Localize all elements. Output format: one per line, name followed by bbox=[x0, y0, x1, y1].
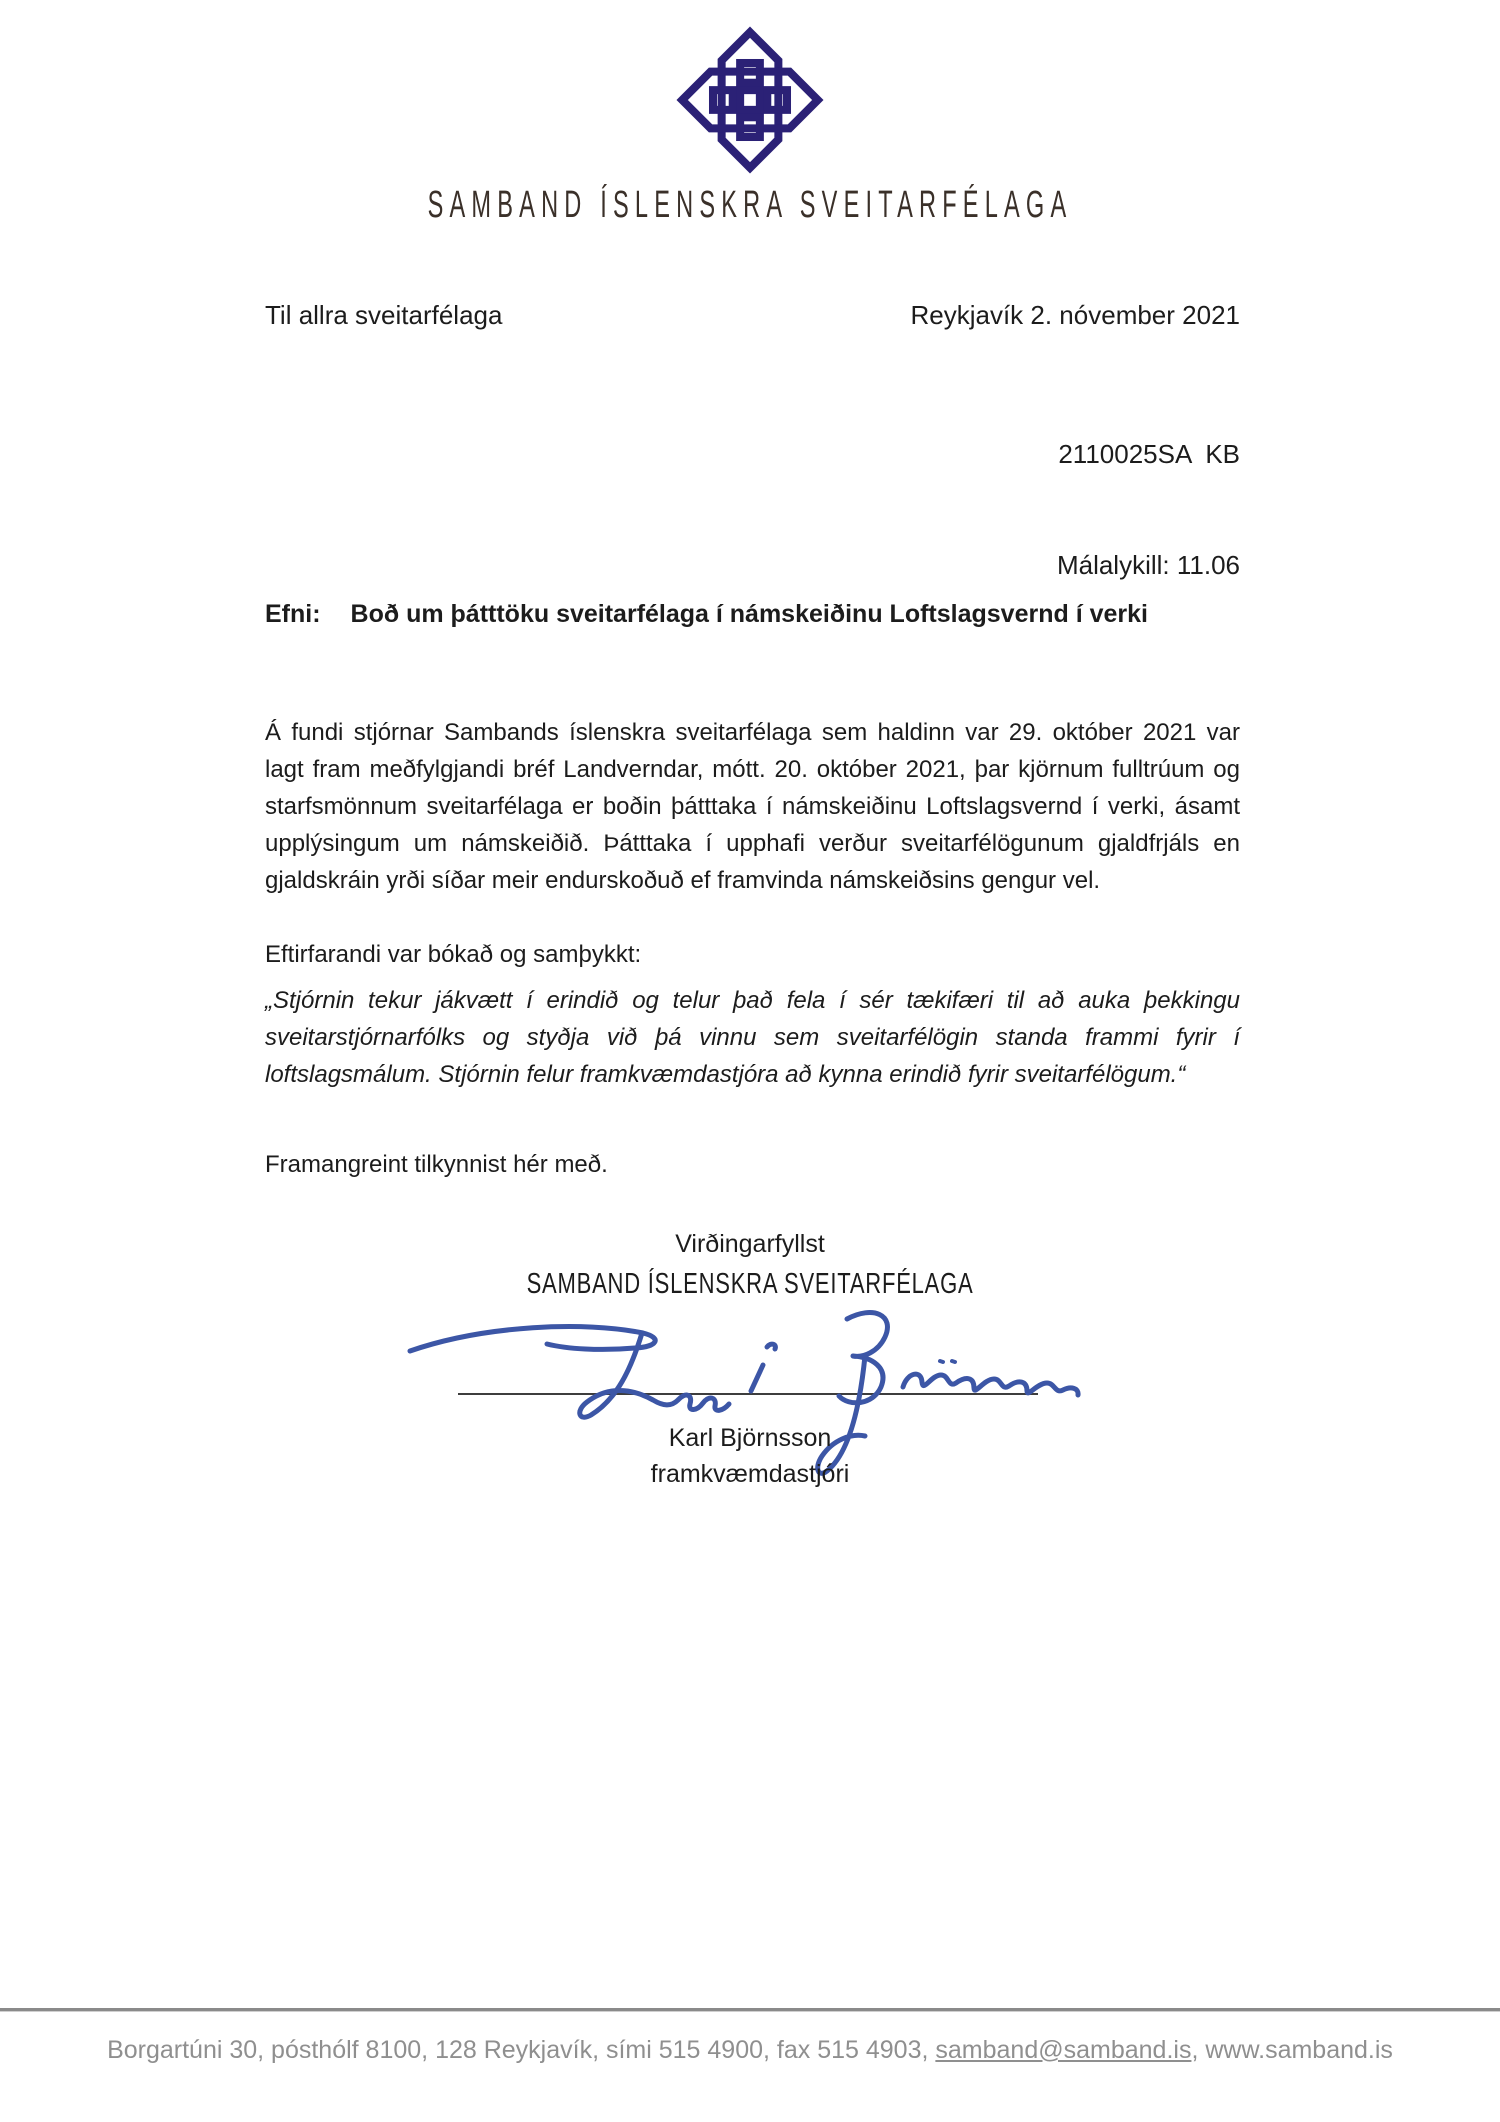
recipient-line: Til allra sveitarfélaga bbox=[265, 300, 503, 330]
subject-line bbox=[265, 600, 1240, 629]
paragraph-board-resolution: „Stjórnin tekur jákvætt í erindið og telur það fela í sér tækifæri til að auka þekkingu sveitarstjórnarfólks og styðja við þá vinnu sem sveitarfélögin standa frammi fyrir í loftslagsmálum. Stjórnin felur framkvæmdastjóra að kynna erindið fyrir sveitarfélögum.“ bbox=[265, 987, 1240, 1088]
paragraph-resolution-intro: Eftirfarandi var bókað og samþykkt: bbox=[265, 941, 642, 968]
signatory-name: Karl Björnsson bbox=[668, 1424, 832, 1452]
subject-label: Efni: bbox=[265, 600, 321, 628]
paragraph-intro: Á fundi stjórnar Sambands íslenskra sveitarfélaga sem haldinn var 29. október 2021 var lagt fram meðfylgjandi bréf Landverndar, mótt. 20. október 2021, þar kjörnum fulltrúum og starfsmönnum sveitarfélaga er boðin þátttaka í námskeiðinu Loftslagsvernd í verki, ásamt upplýsingum um námskeiðið. Þátttaka í upphafi verður sveitarfélögunum gjaldfrjáls en gjaldskráin yrði síðar meir endurskoðuð ef framvinda námskeiðsins gengur vel. bbox=[265, 719, 1240, 894]
samband-logo-icon bbox=[676, 26, 824, 179]
footer-address: Borgartúni 30, pósthólf 8100, 128 Reykjavík, sími 515 4900, fax 515 4903, bbox=[107, 2036, 936, 2064]
signatory-role: framkvæmdastjóri bbox=[650, 1460, 850, 1488]
case-key: Málalykill: 11.06 bbox=[1056, 550, 1240, 580]
paragraph-closing-note: Framangreint tilkynnist hér með. bbox=[265, 1151, 608, 1178]
footer-contact-line bbox=[0, 2036, 1500, 2065]
org-name-heading bbox=[0, 184, 1500, 227]
subject-text: Boð um þátttöku sveitarfélaga í námskeiðinu Loftslagsvernd í verki bbox=[350, 600, 1148, 628]
footer-divider bbox=[0, 2008, 1500, 2012]
place-date-line: Reykjavík 2. nóvember 2021 bbox=[910, 300, 1240, 330]
closing-salutation: Virðingarfyllst bbox=[675, 1230, 825, 1258]
closing-organization: SAMBAND ÍSLENSKRA SVEITARFÉLAGA bbox=[526, 1268, 974, 1300]
footer-email-link[interactable]: samband@samband.is bbox=[935, 2036, 1192, 2064]
signature-line bbox=[458, 1393, 1038, 1395]
meta-row bbox=[265, 300, 1240, 331]
org-name-text: SAMBAND ÍSLENSKRA SVEITARFÉLAGA bbox=[427, 184, 1073, 226]
reference-number: 2110025SA KB bbox=[1058, 439, 1240, 469]
footer-website: , www.samband.is bbox=[1191, 2036, 1393, 2064]
